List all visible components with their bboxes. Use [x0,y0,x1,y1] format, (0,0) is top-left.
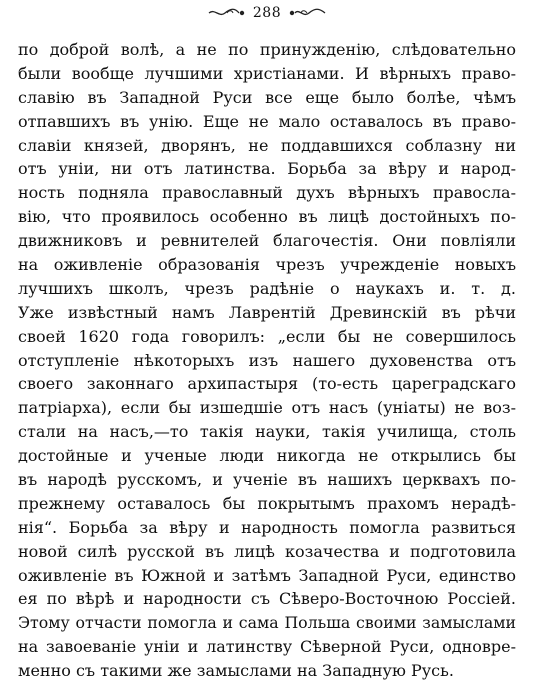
text-line: лучшихъ школъ, чрезъ радѣніе о наукахъ и. т. д. [18,278,516,298]
page-header [0,2,534,24]
text-line: ея по вѣрѣ и народности съ Сѣверо-Восточною Россіей. [18,589,516,609]
page-number: 288 [252,5,282,21]
text-line: своего законнаго архипастыря (то-есть цареградскаго [18,374,516,394]
text-line: оживленіе въ Южной и затѣмъ Западной Руси, единство [18,565,516,585]
text-line: нія“. Борьба за вѣру и народность помогла развиться [18,517,516,537]
left-flourish-ornament [207,7,247,19]
page-body-text [18,38,516,683]
text-line: Уже извѣстный намъ Лаврентій Древинскій въ рѣчи [18,302,516,322]
text-line: по доброй волѣ, а не по принужденію, слѣдовательно [18,40,516,59]
text-line: на завоеваніе уніи и латинству Сѣверной Руси, одновре- [18,637,516,657]
text-line: движниковъ и ревнителей благочестія. Они повліяли [18,231,516,251]
right-flourish-ornament [287,7,327,19]
text-line: отъ уніи, ни отъ латинства. Борьба за вѣру и народ- [18,159,516,179]
text-line: вію, что проявилось особенно въ лицѣ достойныхъ по- [18,207,516,227]
text-line: были вообще лучшими христіанами. И вѣрныхъ право- [18,63,516,83]
text-line: патріарха), если бы изшедшіе отъ насъ (уніаты) не воз- [18,398,516,418]
text-line: славіи князей, дворянъ, не поддавшихся соблазну ни [18,135,516,155]
text-line-last: менно съ такими же замыслами на Западную Русь. [18,661,454,681]
text-line: въ народѣ русскомъ, и ученіе въ нашихъ церквахъ по- [18,470,516,490]
text-line: отступленіе нѣкоторыхъ изъ нашего духовенства отъ [18,350,516,370]
text-line: ность подняла православный духъ вѣрныхъ правосла- [18,183,516,203]
text-line: Этому отчасти помогла и сама Польша своими замыслами [18,613,516,633]
text-line: новой силѣ русской въ лицѣ козачества и подготовила [18,541,516,561]
text-line: достойные и ученые люди никогда не открылись бы [18,446,516,466]
text-line: отпавшихъ въ унію. Еще не мало оставалось въ право- [18,111,516,131]
text-line: на оживленіе образованія чрезъ учрежденіе новыхъ [18,255,516,275]
text-line: прежнему оставалось бы покрытымъ прахомъ нерадѣ- [18,493,516,513]
text-line: славію въ Западной Руси все еще было болѣе, чѣмъ [18,87,516,107]
text-line: своей 1620 года говорилъ: „если бы не совершилось [18,326,516,346]
text-line: стали на насъ,—то такія науки, такія училища, столь [18,422,516,442]
